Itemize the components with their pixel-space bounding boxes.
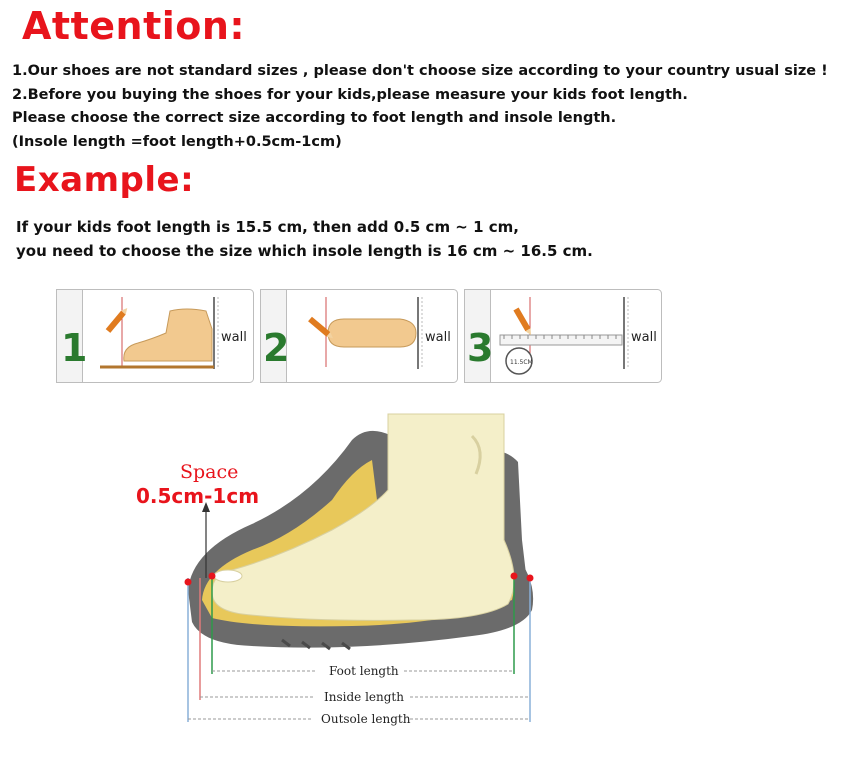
wall-label: wall [221,330,247,345]
inside-length-label: Inside length [324,690,404,704]
ruler-reading: 11.5CM [510,359,533,366]
measurement-steps [56,289,666,385]
foot-length-label: Foot length [329,664,399,678]
example-line: If your kids foot length is 15.5 cm, then add 0.5 cm ~ 1 cm, [16,218,519,236]
step-1-panel [57,290,254,383]
ruler-icon [500,335,622,345]
instructions-list [12,60,828,154]
outsole-length-label: Outsole length [321,712,411,726]
example-list [16,215,593,263]
attention-heading: Attention: [22,4,246,48]
instruction-line: (Insole length =foot length+0.5cm-1cm) [12,133,342,150]
shoe-size-diagram [52,400,552,735]
step-number: 1 [61,326,88,370]
step-number: 2 [263,326,290,370]
foot-top-icon [328,319,416,347]
example-heading: Example: [14,160,195,200]
step-2-panel [261,290,458,383]
wall-label: wall [425,330,451,345]
instruction-line: 2.Before you buying the shoes for your kids,please measure your kids foot length. [12,86,688,103]
instruction-line: Please choose the correct size according to foot length and insole length. [12,110,617,126]
wall-label: wall [631,330,657,345]
example-line: you need to choose the size which insole length is 16 cm ~ 16.5 cm. [16,242,593,260]
step-3-panel [465,290,662,383]
instruction-line: 1.Our shoes are not standard sizes , please don't choose size according to your country usual size ! [12,63,828,79]
space-label: Space [180,461,239,483]
space-value: 0.5cm-1cm [136,484,260,508]
step-number: 3 [467,326,494,370]
